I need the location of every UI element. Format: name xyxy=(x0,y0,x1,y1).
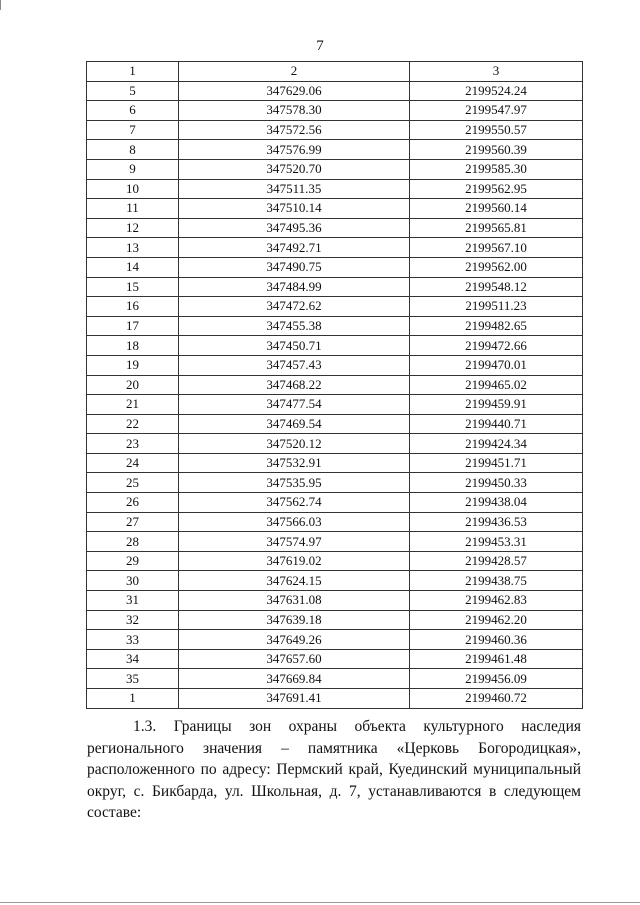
cell-point-number: 15 xyxy=(87,277,179,297)
cell-x-coordinate: 347691.41 xyxy=(179,689,410,709)
table-row xyxy=(87,375,583,395)
table-row xyxy=(87,101,583,121)
cell-point-number: 11 xyxy=(87,199,179,219)
table-row xyxy=(87,179,583,199)
cell-point-number: 23 xyxy=(87,434,179,454)
cell-point-number: 7 xyxy=(87,120,179,140)
cell-point-number: 22 xyxy=(87,414,179,434)
table-row xyxy=(87,395,583,415)
cell-y-coordinate: 2199440.71 xyxy=(410,414,583,434)
cell-y-coordinate: 2199456.09 xyxy=(410,669,583,689)
cell-y-coordinate: 2199462.20 xyxy=(410,610,583,630)
section-paragraph xyxy=(87,716,581,824)
cell-y-coordinate: 2199465.02 xyxy=(410,375,583,395)
table-row xyxy=(87,512,583,532)
table-row xyxy=(87,159,583,179)
table-row xyxy=(87,238,583,258)
cell-point-number: 9 xyxy=(87,159,179,179)
table-row xyxy=(87,473,583,493)
paragraph-text: 1.3. Границы зон охраны объекта культурного наследия регионального значения – памятника «Церковь Богородицкая», расположенного по адресу: Пермский край, Куединский муниципальный округ, с. Бикбарда, ул. Школьная, д. 7, устанавливаются в следующем составе: xyxy=(87,718,581,822)
table-row xyxy=(87,532,583,552)
table-header-row xyxy=(87,62,583,82)
cell-y-coordinate: 2199560.14 xyxy=(410,199,583,219)
cell-y-coordinate: 2199550.57 xyxy=(410,120,583,140)
cell-point-number: 27 xyxy=(87,512,179,532)
cell-y-coordinate: 2199450.33 xyxy=(410,473,583,493)
table-row xyxy=(87,140,583,160)
cell-x-coordinate: 347669.84 xyxy=(179,669,410,689)
cell-y-coordinate: 2199462.83 xyxy=(410,591,583,611)
header-cell-x: 2 xyxy=(179,62,410,82)
page-edge-mark xyxy=(0,0,1,10)
cell-point-number: 34 xyxy=(87,649,179,669)
cell-y-coordinate: 2199459.91 xyxy=(410,395,583,415)
cell-x-coordinate: 347469.54 xyxy=(179,414,410,434)
cell-point-number: 13 xyxy=(87,238,179,258)
cell-x-coordinate: 347457.43 xyxy=(179,355,410,375)
cell-x-coordinate: 347576.99 xyxy=(179,140,410,160)
table-row xyxy=(87,297,583,317)
table-row xyxy=(87,218,583,238)
cell-y-coordinate: 2199428.57 xyxy=(410,551,583,571)
cell-x-coordinate: 347649.26 xyxy=(179,630,410,650)
header-cell-y: 3 xyxy=(410,62,583,82)
cell-x-coordinate: 347520.12 xyxy=(179,434,410,454)
cell-point-number: 12 xyxy=(87,218,179,238)
table-row xyxy=(87,199,583,219)
cell-point-number: 30 xyxy=(87,571,179,591)
cell-point-number: 29 xyxy=(87,551,179,571)
cell-y-coordinate: 2199438.75 xyxy=(410,571,583,591)
cell-y-coordinate: 2199524.24 xyxy=(410,81,583,101)
cell-x-coordinate: 347477.54 xyxy=(179,395,410,415)
table-row xyxy=(87,649,583,669)
cell-point-number: 33 xyxy=(87,630,179,650)
cell-x-coordinate: 347639.18 xyxy=(179,610,410,630)
table-row xyxy=(87,355,583,375)
cell-point-number: 5 xyxy=(87,81,179,101)
table-row xyxy=(87,434,583,454)
cell-x-coordinate: 347520.70 xyxy=(179,159,410,179)
cell-point-number: 24 xyxy=(87,453,179,473)
cell-y-coordinate: 2199560.39 xyxy=(410,140,583,160)
cell-y-coordinate: 2199562.00 xyxy=(410,257,583,277)
cell-x-coordinate: 347631.08 xyxy=(179,591,410,611)
cell-point-number: 18 xyxy=(87,336,179,356)
cell-x-coordinate: 347455.38 xyxy=(179,316,410,336)
cell-point-number: 19 xyxy=(87,355,179,375)
table-row xyxy=(87,414,583,434)
table-row xyxy=(87,591,583,611)
cell-x-coordinate: 347566.03 xyxy=(179,512,410,532)
cell-point-number: 25 xyxy=(87,473,179,493)
cell-x-coordinate: 347535.95 xyxy=(179,473,410,493)
cell-y-coordinate: 2199436.53 xyxy=(410,512,583,532)
cell-y-coordinate: 2199453.31 xyxy=(410,532,583,552)
cell-y-coordinate: 2199451.71 xyxy=(410,453,583,473)
table-row xyxy=(87,316,583,336)
cell-x-coordinate: 347484.99 xyxy=(179,277,410,297)
cell-y-coordinate: 2199562.95 xyxy=(410,179,583,199)
cell-y-coordinate: 2199460.36 xyxy=(410,630,583,650)
cell-x-coordinate: 347657.60 xyxy=(179,649,410,669)
cell-point-number: 28 xyxy=(87,532,179,552)
cell-point-number: 17 xyxy=(87,316,179,336)
cell-y-coordinate: 2199482.65 xyxy=(410,316,583,336)
cell-point-number: 35 xyxy=(87,669,179,689)
cell-y-coordinate: 2199470.01 xyxy=(410,355,583,375)
cell-point-number: 26 xyxy=(87,493,179,513)
cell-y-coordinate: 2199565.81 xyxy=(410,218,583,238)
table-row xyxy=(87,669,583,689)
cell-x-coordinate: 347468.22 xyxy=(179,375,410,395)
cell-y-coordinate: 2199438.04 xyxy=(410,493,583,513)
cell-x-coordinate: 347619.02 xyxy=(179,551,410,571)
cell-x-coordinate: 347532.91 xyxy=(179,453,410,473)
table-row xyxy=(87,571,583,591)
cell-y-coordinate: 2199585.30 xyxy=(410,159,583,179)
cell-x-coordinate: 347624.15 xyxy=(179,571,410,591)
cell-x-coordinate: 347578.30 xyxy=(179,101,410,121)
cell-point-number: 1 xyxy=(87,689,179,709)
cell-x-coordinate: 347572.56 xyxy=(179,120,410,140)
cell-y-coordinate: 2199461.48 xyxy=(410,649,583,669)
cell-x-coordinate: 347490.75 xyxy=(179,257,410,277)
cell-x-coordinate: 347510.14 xyxy=(179,199,410,219)
cell-x-coordinate: 347472.62 xyxy=(179,297,410,317)
cell-y-coordinate: 2199424.34 xyxy=(410,434,583,454)
table-row xyxy=(87,257,583,277)
cell-point-number: 10 xyxy=(87,179,179,199)
table-row xyxy=(87,689,583,709)
cell-y-coordinate: 2199472.66 xyxy=(410,336,583,356)
cell-y-coordinate: 2199547.97 xyxy=(410,101,583,121)
table-row xyxy=(87,336,583,356)
cell-x-coordinate: 347511.35 xyxy=(179,179,410,199)
cell-x-coordinate: 347495.36 xyxy=(179,218,410,238)
cell-x-coordinate: 347562.74 xyxy=(179,493,410,513)
header-cell-point: 1 xyxy=(87,62,179,82)
table-row xyxy=(87,630,583,650)
table-row xyxy=(87,493,583,513)
table-row xyxy=(87,551,583,571)
cell-x-coordinate: 347450.71 xyxy=(179,336,410,356)
page-number: 7 xyxy=(316,38,324,54)
cell-point-number: 21 xyxy=(87,395,179,415)
coordinates-table xyxy=(86,61,583,709)
table-row xyxy=(87,81,583,101)
cell-point-number: 16 xyxy=(87,297,179,317)
cell-point-number: 32 xyxy=(87,610,179,630)
cell-point-number: 6 xyxy=(87,101,179,121)
cell-y-coordinate: 2199460.72 xyxy=(410,689,583,709)
cell-x-coordinate: 347492.71 xyxy=(179,238,410,258)
table-row xyxy=(87,610,583,630)
page-bottom-edge xyxy=(0,902,640,903)
cell-point-number: 20 xyxy=(87,375,179,395)
cell-x-coordinate: 347574.97 xyxy=(179,532,410,552)
table-body xyxy=(87,81,583,708)
cell-point-number: 14 xyxy=(87,257,179,277)
cell-y-coordinate: 2199567.10 xyxy=(410,238,583,258)
cell-x-coordinate: 347629.06 xyxy=(179,81,410,101)
cell-y-coordinate: 2199548.12 xyxy=(410,277,583,297)
cell-point-number: 8 xyxy=(87,140,179,160)
cell-y-coordinate: 2199511.23 xyxy=(410,297,583,317)
table-row xyxy=(87,120,583,140)
table-row xyxy=(87,453,583,473)
cell-point-number: 31 xyxy=(87,591,179,611)
table-row xyxy=(87,277,583,297)
